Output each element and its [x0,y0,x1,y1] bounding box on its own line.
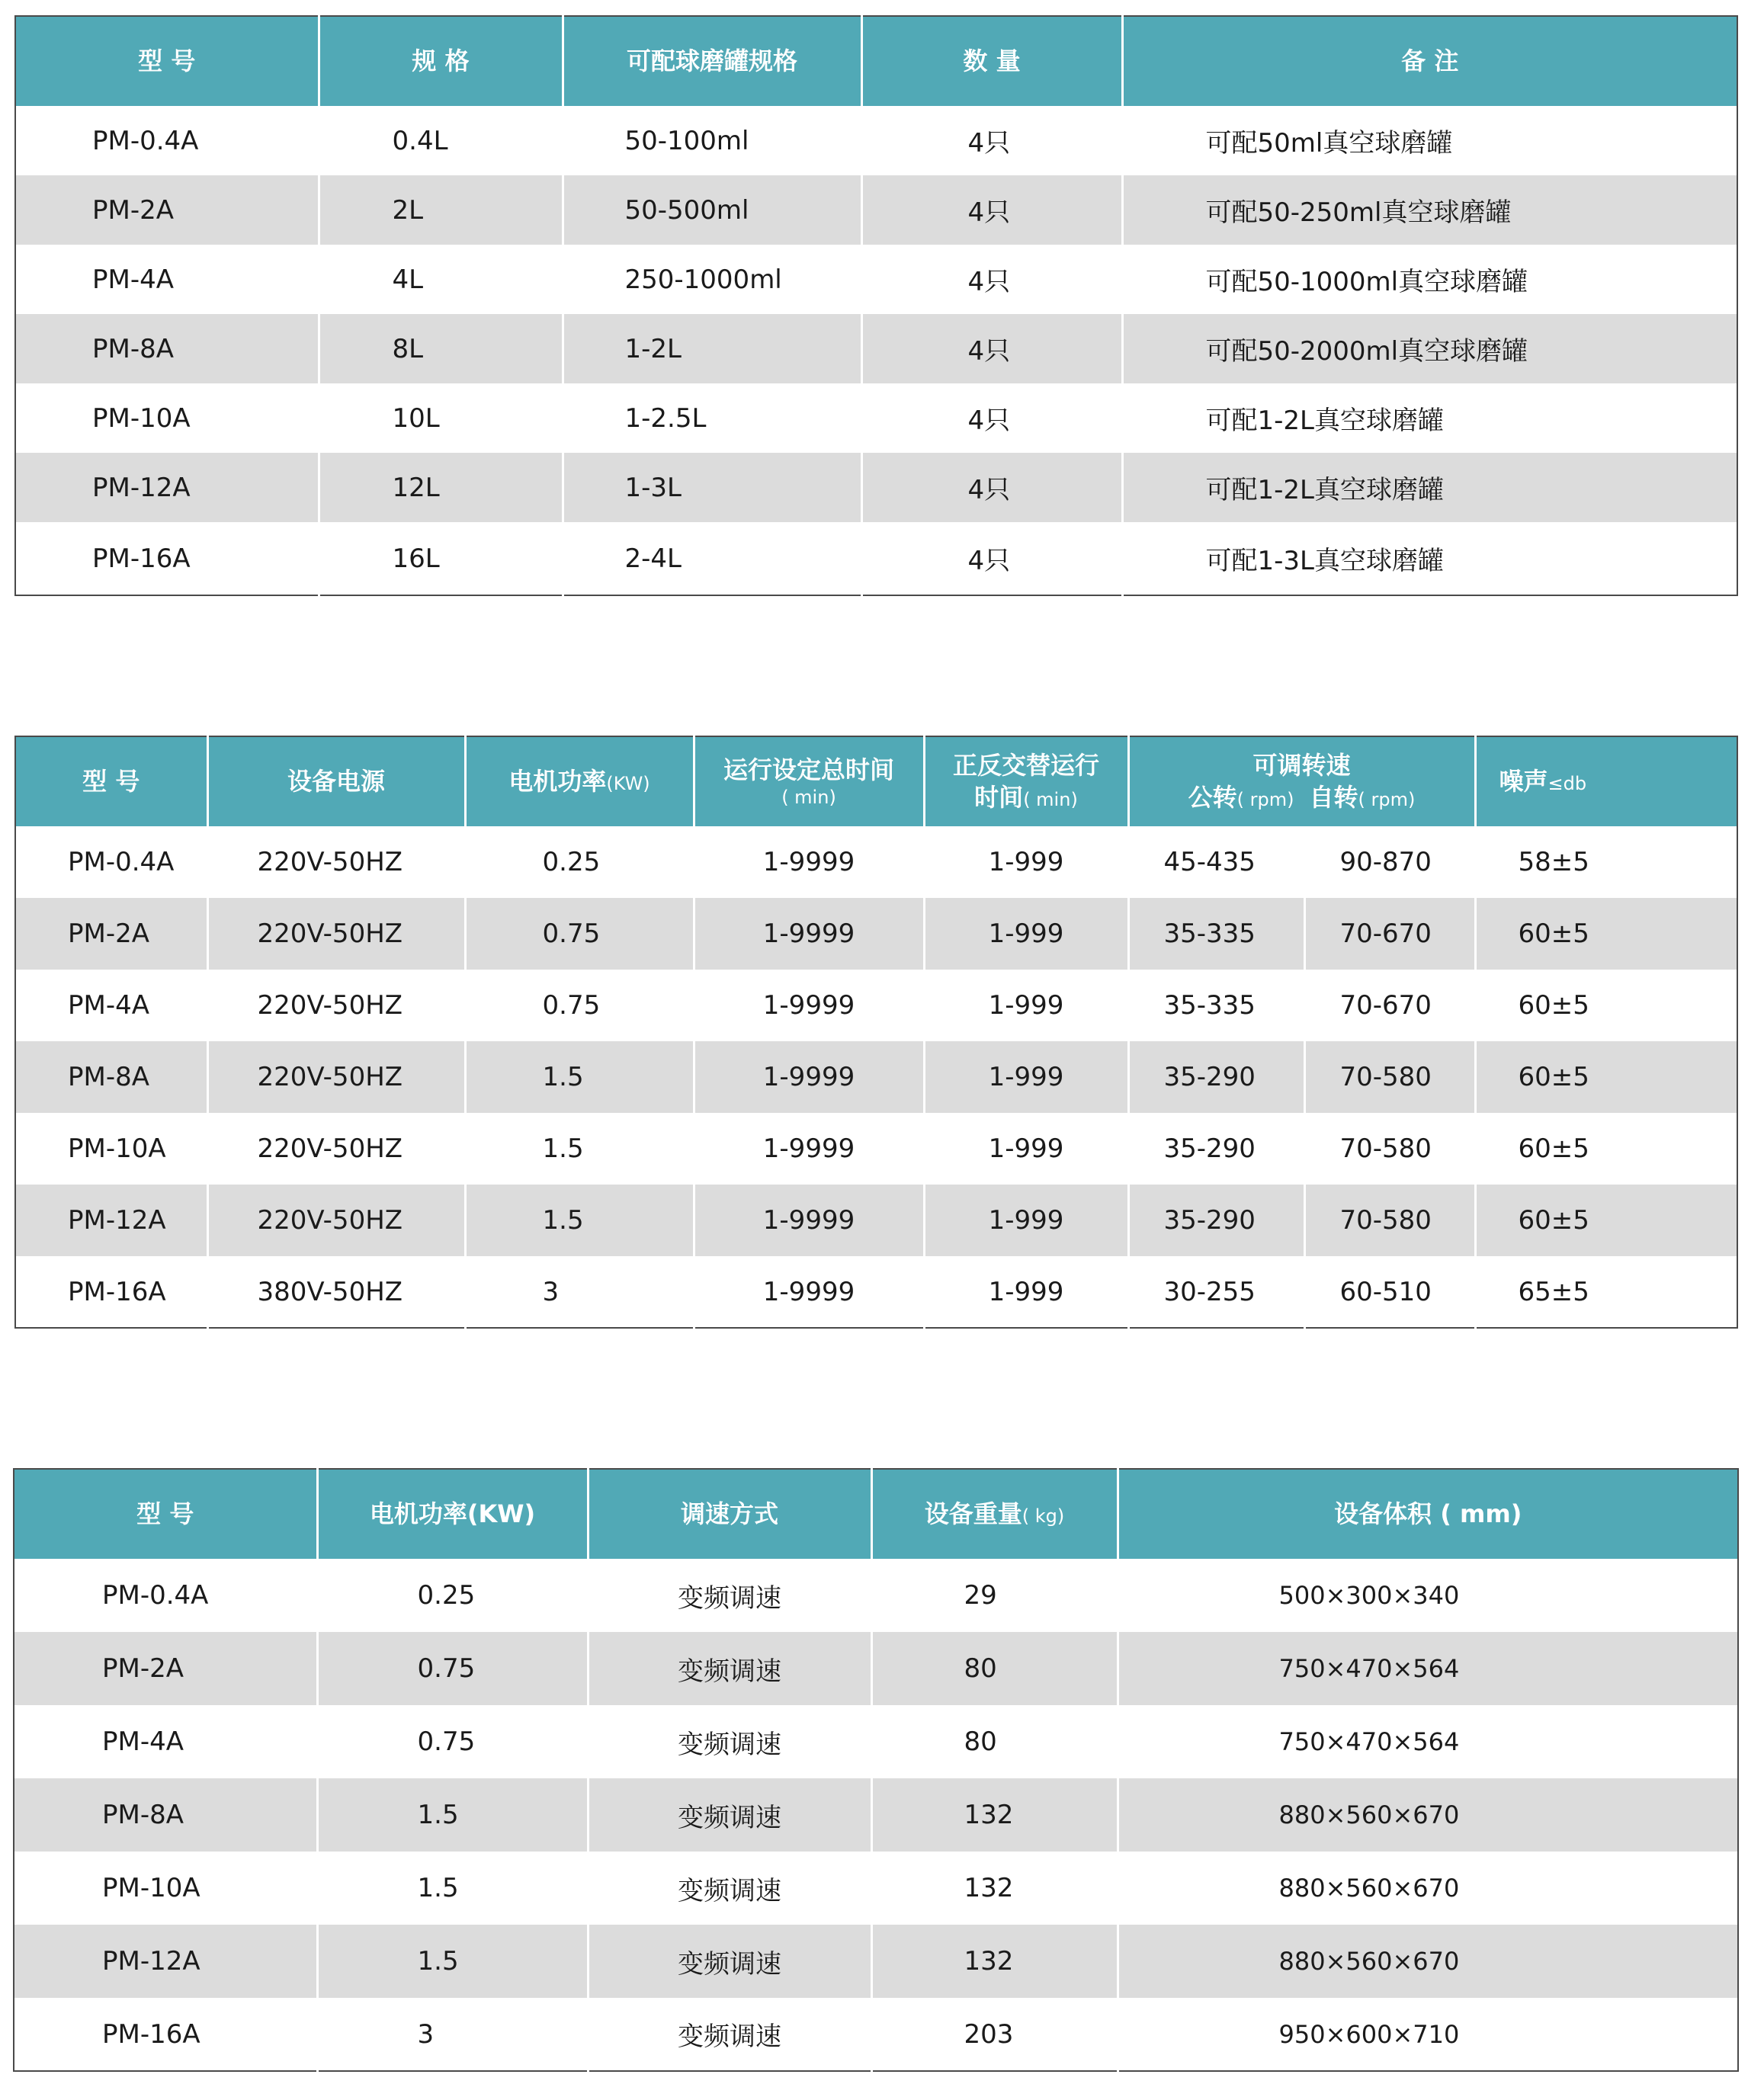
cell-rotation-speed: 70-670 [1304,970,1475,1041]
cell-volume: 880×560×670 [1118,1925,1738,1998]
header-rotation-label: 自转 [1309,782,1358,812]
cell-alternate-time: 1-999 [924,1113,1128,1185]
header-motor-power-unit: (KW) [606,772,650,794]
table-row [15,970,1737,1041]
header-motor-power-label: 电机功率 [508,766,607,796]
cell-rotation-speed: 70-580 [1304,1185,1475,1256]
header-power-supply: 设备电源 [207,736,465,826]
cell-total-time: 1-9999 [694,1113,924,1185]
header-model: 型 号 [14,1469,317,1559]
cell-model: PM-0.4A [15,826,207,898]
cell-model: PM-4A [14,1705,317,1778]
header-total-time-label: 运行设定总时间 [723,755,894,785]
cell-total-time: 1-9999 [694,826,924,898]
cell-speed-mode: 变频调速 [588,1559,871,1632]
cell-model: PM-4A [15,245,319,314]
cell-noise: 58±5 [1475,826,1737,898]
table-row [15,826,1737,898]
cell-volume: 500×300×340 [1118,1559,1738,1632]
cell-motor-power: 0.75 [317,1632,588,1705]
table-row [14,1998,1738,2071]
cell-revolution-speed: 45-435 [1128,826,1304,898]
cell-spec: 12L [319,453,563,522]
cell-power-supply: 220V-50HZ [207,898,465,970]
cell-revolution-speed: 35-290 [1128,1113,1304,1185]
cell-weight: 80 [871,1632,1118,1705]
header-alternate-time-line2: 时间 [974,782,1024,812]
header-alternate-time-unit: ( min) [1023,788,1078,810]
cell-motor-power: 0.75 [465,898,694,970]
cell-model: PM-2A [15,898,207,970]
header-quantity: 数 量 [861,16,1122,106]
cell-remarks: 可配50-250ml真空球磨罐 [1122,175,1737,245]
cell-jar-spec: 1-3L [563,453,861,522]
cell-total-time: 1-9999 [694,1041,924,1113]
cell-spec: 16L [319,522,563,595]
cell-quantity: 4只 [861,245,1122,314]
header-revolution-unit: ( rpm) [1236,788,1294,810]
header-total-time-unit: ( min) [781,786,836,808]
table-row [14,1925,1738,1998]
cell-quantity: 4只 [861,175,1122,245]
cell-revolution-speed: 35-290 [1128,1185,1304,1256]
cell-volume: 880×560×670 [1118,1852,1738,1925]
cell-weight: 80 [871,1705,1118,1778]
table-row [15,1185,1737,1256]
header-jar-spec: 可配球磨罐规格 [563,16,861,106]
cell-weight: 29 [871,1559,1118,1632]
cell-jar-spec: 2-4L [563,522,861,595]
table-row [14,1559,1738,1632]
cell-model: PM-8A [15,314,319,383]
cell-jar-spec: 1-2.5L [563,383,861,453]
cell-alternate-time: 1-999 [924,970,1128,1041]
header-alternate-time-label: 正反交替运行 [952,750,1099,780]
header-noise-label: 噪声 [1499,766,1548,796]
cell-model: PM-12A [15,453,319,522]
cell-spec: 4L [319,245,563,314]
cell-noise: 65±5 [1475,1256,1737,1328]
header-motor-power [465,736,694,826]
cell-spec: 0.4L [319,106,563,175]
cell-speed-mode: 变频调速 [588,1632,871,1705]
header-speed-label: 可调转速 [1252,750,1351,780]
cell-weight: 132 [871,1852,1118,1925]
table-row [15,245,1737,314]
cell-power-supply: 220V-50HZ [207,1113,465,1185]
cell-jar-spec: 250-1000ml [563,245,861,314]
cell-remarks: 可配50-1000ml真空球磨罐 [1122,245,1737,314]
cell-remarks: 可配50-2000ml真空球磨罐 [1122,314,1737,383]
table-row [15,522,1737,595]
cell-speed-mode: 变频调速 [588,1778,871,1852]
cell-revolution-speed: 35-335 [1128,898,1304,970]
cell-model: PM-10A [15,1113,207,1185]
cell-volume: 950×600×710 [1118,1998,1738,2071]
cell-model: PM-8A [15,1041,207,1113]
table-row [14,1778,1738,1852]
cell-noise: 60±5 [1475,898,1737,970]
spec-table-electrical [14,736,1738,1329]
cell-rotation-speed: 70-580 [1304,1113,1475,1185]
cell-power-supply: 220V-50HZ [207,1041,465,1113]
cell-volume: 750×470×564 [1118,1632,1738,1705]
cell-model: PM-0.4A [15,106,319,175]
cell-motor-power: 0.75 [317,1705,588,1778]
cell-weight: 132 [871,1778,1118,1852]
table-row [15,314,1737,383]
header-revolution-label: 公转 [1188,782,1237,812]
cell-model: PM-0.4A [14,1559,317,1632]
cell-total-time: 1-9999 [694,898,924,970]
cell-power-supply: 380V-50HZ [207,1256,465,1328]
cell-alternate-time: 1-999 [924,1256,1128,1328]
cell-rotation-speed: 70-670 [1304,898,1475,970]
table-row [15,1113,1737,1185]
header-revolution [1188,782,1294,814]
cell-model: PM-16A [15,1256,207,1328]
header-noise-unit: ≤db [1548,772,1587,794]
cell-motor-power: 1.5 [317,1852,588,1925]
cell-jar-spec: 50-100ml [563,106,861,175]
cell-model: PM-16A [15,522,319,595]
table-row [15,106,1737,175]
cell-alternate-time: 1-999 [924,898,1128,970]
cell-rotation-speed: 60-510 [1304,1256,1475,1328]
cell-motor-power: 1.5 [465,1113,694,1185]
cell-weight: 203 [871,1998,1118,2071]
cell-model: PM-4A [15,970,207,1041]
cell-alternate-time: 1-999 [924,1185,1128,1256]
table-row [15,898,1737,970]
table-header-row [15,16,1737,106]
cell-motor-power: 0.75 [465,970,694,1041]
cell-model: PM-12A [15,1185,207,1256]
header-weight-label: 设备重量 [924,1499,1022,1528]
cell-volume: 880×560×670 [1118,1778,1738,1852]
cell-motor-power: 0.25 [317,1559,588,1632]
cell-noise: 60±5 [1475,970,1737,1041]
cell-volume: 750×470×564 [1118,1705,1738,1778]
cell-weight: 132 [871,1925,1118,1998]
header-rotation [1310,782,1416,814]
header-noise [1475,736,1737,826]
cell-model: PM-10A [15,383,319,453]
cell-noise: 60±5 [1475,1041,1737,1113]
table-row [14,1705,1738,1778]
cell-motor-power: 3 [465,1256,694,1328]
header-weight-unit: ( kg) [1022,1505,1065,1527]
header-model: 型 号 [15,736,207,826]
cell-revolution-speed: 30-255 [1128,1256,1304,1328]
cell-spec: 8L [319,314,563,383]
spec-table-physical [13,1468,1739,2072]
table-row [15,1041,1737,1113]
table-row [14,1852,1738,1925]
header-rotation-unit: ( rpm) [1358,788,1416,810]
cell-motor-power: 1.5 [465,1041,694,1113]
cell-alternate-time: 1-999 [924,826,1128,898]
cell-power-supply: 220V-50HZ [207,826,465,898]
table-row [15,453,1737,522]
cell-quantity: 4只 [861,383,1122,453]
cell-quantity: 4只 [861,522,1122,595]
cell-spec: 2L [319,175,563,245]
table-row [15,175,1737,245]
table-row [15,1256,1737,1328]
cell-motor-power: 1.5 [317,1925,588,1998]
cell-total-time: 1-9999 [694,970,924,1041]
cell-spec: 10L [319,383,563,453]
cell-noise: 60±5 [1475,1185,1737,1256]
cell-model: PM-8A [14,1778,317,1852]
cell-power-supply: 220V-50HZ [207,970,465,1041]
header-speed [1128,736,1475,826]
cell-jar-spec: 50-500ml [563,175,861,245]
header-spec: 规 格 [319,16,563,106]
cell-jar-spec: 1-2L [563,314,861,383]
cell-rotation-speed: 90-870 [1304,826,1475,898]
header-total-time [694,736,924,826]
cell-remarks: 可配1-2L真空球磨罐 [1122,453,1737,522]
cell-quantity: 4只 [861,314,1122,383]
cell-model: PM-16A [14,1998,317,2071]
header-motor-power: 电机功率(KW) [317,1469,588,1559]
table-header-row [14,1469,1738,1559]
cell-power-supply: 220V-50HZ [207,1185,465,1256]
cell-speed-mode: 变频调速 [588,1925,871,1998]
cell-remarks: 可配1-2L真空球磨罐 [1122,383,1737,453]
header-speed-mode: 调速方式 [588,1469,871,1559]
cell-motor-power: 1.5 [465,1185,694,1256]
table-row [15,383,1737,453]
cell-model: PM-2A [14,1632,317,1705]
cell-model: PM-2A [15,175,319,245]
cell-speed-mode: 变频调速 [588,1705,871,1778]
cell-speed-mode: 变频调速 [588,1852,871,1925]
cell-speed-mode: 变频调速 [588,1998,871,2071]
table-header-row [15,736,1737,826]
cell-model: PM-12A [14,1925,317,1998]
cell-quantity: 4只 [861,106,1122,175]
cell-remarks: 可配1-3L真空球磨罐 [1122,522,1737,595]
table-row [14,1632,1738,1705]
header-alternate-time [924,736,1128,826]
header-volume: 设备体积 ( mm) [1118,1469,1738,1559]
spec-table-capacity [14,15,1738,596]
cell-motor-power: 1.5 [317,1778,588,1852]
header-model: 型 号 [15,16,319,106]
cell-motor-power: 3 [317,1998,588,2071]
cell-noise: 60±5 [1475,1113,1737,1185]
header-speed-sub [1136,782,1468,814]
cell-total-time: 1-9999 [694,1185,924,1256]
cell-motor-power: 0.25 [465,826,694,898]
cell-revolution-speed: 35-335 [1128,970,1304,1041]
cell-total-time: 1-9999 [694,1256,924,1328]
header-weight [871,1469,1118,1559]
cell-rotation-speed: 70-580 [1304,1041,1475,1113]
cell-quantity: 4只 [861,453,1122,522]
cell-remarks: 可配50ml真空球磨罐 [1122,106,1737,175]
header-remarks: 备 注 [1122,16,1737,106]
cell-alternate-time: 1-999 [924,1041,1128,1113]
cell-model: PM-10A [14,1852,317,1925]
cell-revolution-speed: 35-290 [1128,1041,1304,1113]
